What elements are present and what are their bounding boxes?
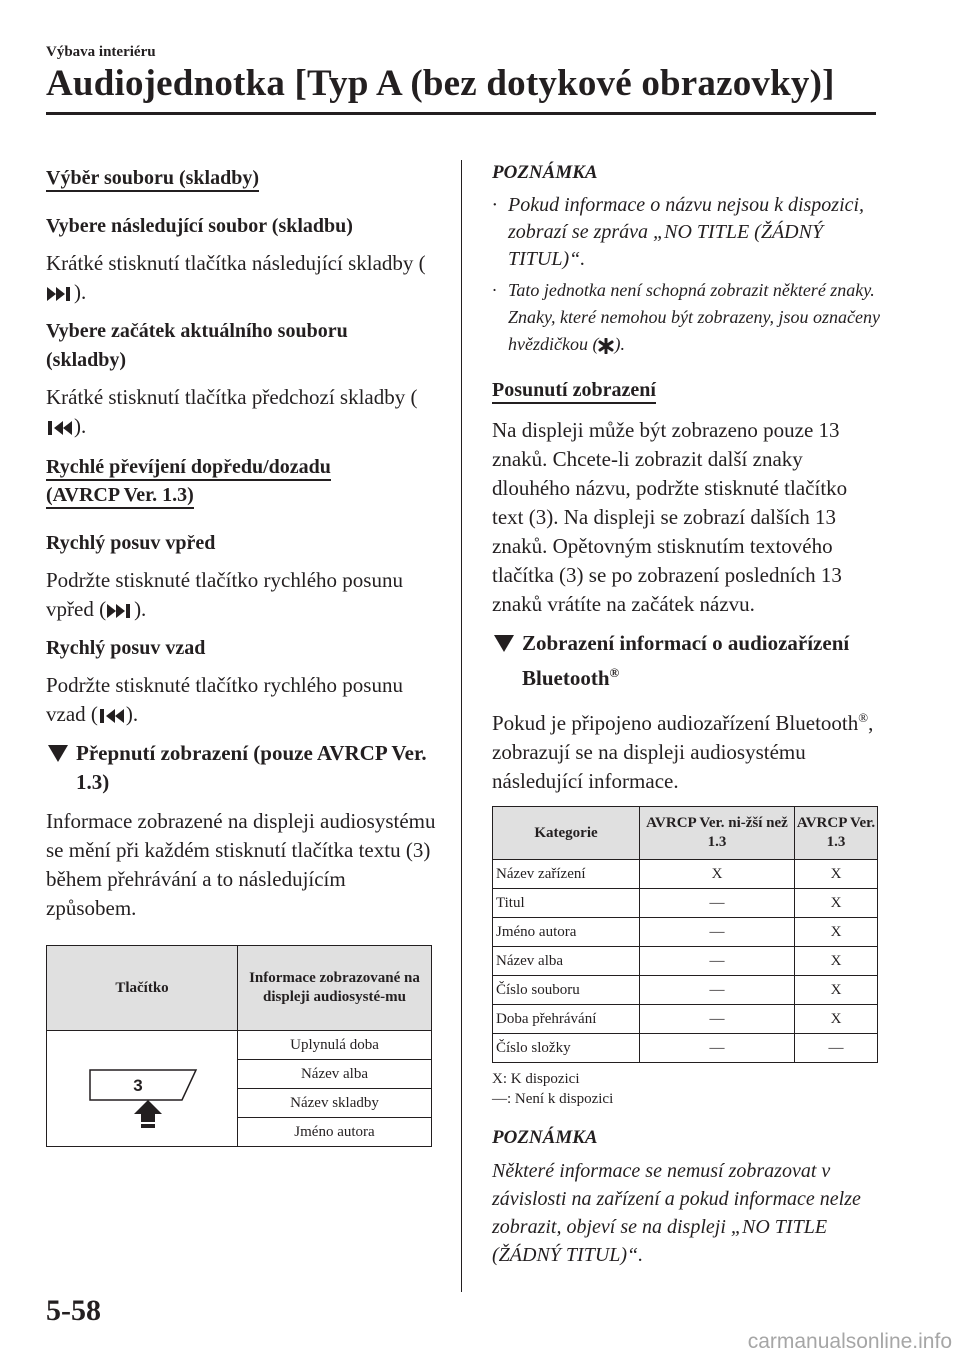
- left-column: [46, 160, 436, 1147]
- header-rule: [46, 112, 876, 115]
- fast-forward-icon: [106, 602, 134, 620]
- paragraph-fast-forward: Podržte stisknuté tlačítko rychlého posunu vpřed ( ).: [46, 568, 403, 621]
- text-button-3-icon: [82, 1038, 202, 1134]
- table-row: Doba přehrávání — X: [493, 1005, 878, 1034]
- heading-fast-seek-1: Rychlé převíjení dopředu/dozadu: [46, 456, 331, 481]
- triangle-marker-icon: [48, 745, 68, 762]
- note-item-1: · Pokud informace o názvu nejsou k dispozici, zobrazí se zpráva „NO TITLE (ŽÁDNÝ TITUL)“.: [492, 194, 865, 270]
- table-row: Číslo složky — —: [493, 1034, 878, 1063]
- table-header-avrcp-lower: AVRCP Ver. ni-žší než 1.3: [640, 807, 795, 860]
- heading-bluetooth-info: Zobrazení informací o audiozařízení Bluetooth®: [492, 629, 882, 693]
- note-title: POZNÁMKA: [492, 162, 598, 183]
- watermark: carmanualsonline.info: [747, 1330, 952, 1353]
- triangle-marker-icon: [494, 635, 514, 652]
- heading-scroll-display: Posunutí zobrazení: [492, 379, 656, 404]
- rewind-icon: [98, 707, 126, 725]
- skip-back-icon: [46, 419, 74, 437]
- table-header-category: Kategorie: [493, 807, 640, 860]
- subheading-current-begin: Vybere začátek aktuálního souboru (skladby): [46, 320, 348, 371]
- paragraph-previous-track: Krátké stisknutí tlačítka předchozí skladby ().: [46, 385, 418, 438]
- table-row: Číslo souboru — X: [493, 976, 878, 1005]
- button-number-label: 3: [133, 1075, 143, 1095]
- table-row: Jméno autora — X: [493, 918, 878, 947]
- page-number: 5-58: [46, 1294, 101, 1327]
- table-row: Název zařízení X X: [493, 860, 878, 889]
- legend-available: X: K dispozici: [492, 1071, 580, 1087]
- table-row-4: Jméno autora: [238, 1118, 432, 1147]
- table-row-2: Název alba: [238, 1060, 432, 1089]
- table-row: Název alba — X: [493, 947, 878, 976]
- note-item-2: · Tato jednotka není schopná zobrazit některé znaky. Znaky, které nemohou být zobrazeny, jsou označeny hvězdičkou ( ).: [492, 280, 880, 354]
- subheading-fast-forward: Rychlý posuv vpřed: [46, 532, 216, 554]
- page-title: Audiojednotka [Typ A (bez dotykové obrazovky)]: [46, 63, 835, 104]
- section-label: Výbava interiéru: [46, 44, 156, 60]
- paragraph-scroll-display: Na displeji může být zobrazeno pouze 13 znaků. Chcete-li zobrazit další znaky dlouhého názvu, podržte stisknuté tlačítko text (3). Na displeji se zobrazí dalších 13 znaků. Opětovným stisknutím textového tlačítka (3) se po zobrazení posledních 13 znaků vrátíte na začátek názvu.: [492, 418, 848, 616]
- bluetooth-info-table: [492, 806, 878, 1063]
- asterisk-icon: [598, 338, 614, 354]
- heading-switch-display: Přepnutí zobrazení (pouze AVRCP Ver. 1.3): [46, 739, 436, 797]
- note-paragraph: Některé informace se nemusí zobrazovat v závislosti na zařízení a pokud informace nelze zobrazit, objeví se na displeji „NO TITLE (ŽÁDNÝ TITUL)“.: [492, 1160, 861, 1266]
- paragraph-bluetooth-info: Pokud je připojeno audiozařízení Bluetooth®, zobrazují se na displeji audiosystému následující informace.: [492, 710, 874, 793]
- table-row: Titul — X: [493, 889, 878, 918]
- paragraph-rewind: Podržte stisknuté tlačítko rychlého posunu vzad ( ).: [46, 673, 403, 726]
- table-header-button: Tlačítko: [47, 946, 238, 1031]
- column-divider: [461, 160, 462, 1292]
- heading-fast-seek-2: (AVRCP Ver. 1.3): [46, 484, 194, 509]
- paragraph-switch-display: Informace zobrazené na displeji audiosystému se mění při každém stisknutí tlačítka textu (3) během přehrávání a to následujícím způsobem.: [46, 809, 436, 920]
- table-header-info: Informace zobrazované na displeji audiosysté-mu: [238, 946, 432, 1031]
- legend-unavailable: —: Není k dispozici: [492, 1091, 614, 1107]
- text-button-cell: [47, 1031, 238, 1147]
- subheading-next-file: Vybere následující soubor (skladbu): [46, 215, 353, 237]
- right-column: [492, 160, 882, 1269]
- skip-forward-icon: [46, 285, 74, 303]
- paragraph-next-file: Krátké stisknutí tlačítka následující skladby ().: [46, 251, 426, 304]
- note-title-2: POZNÁMKA: [492, 1127, 598, 1148]
- subheading-rewind: Rychlý posuv vzad: [46, 637, 206, 659]
- table-row-3: Název skladby: [238, 1089, 432, 1118]
- display-info-table: [46, 945, 432, 1147]
- table-header-avrcp-13: AVRCP Ver. 1.3: [795, 807, 878, 860]
- heading-select-file: Výběr souboru (skladby): [46, 167, 259, 192]
- table-row-1: Uplynulá doba: [238, 1031, 432, 1060]
